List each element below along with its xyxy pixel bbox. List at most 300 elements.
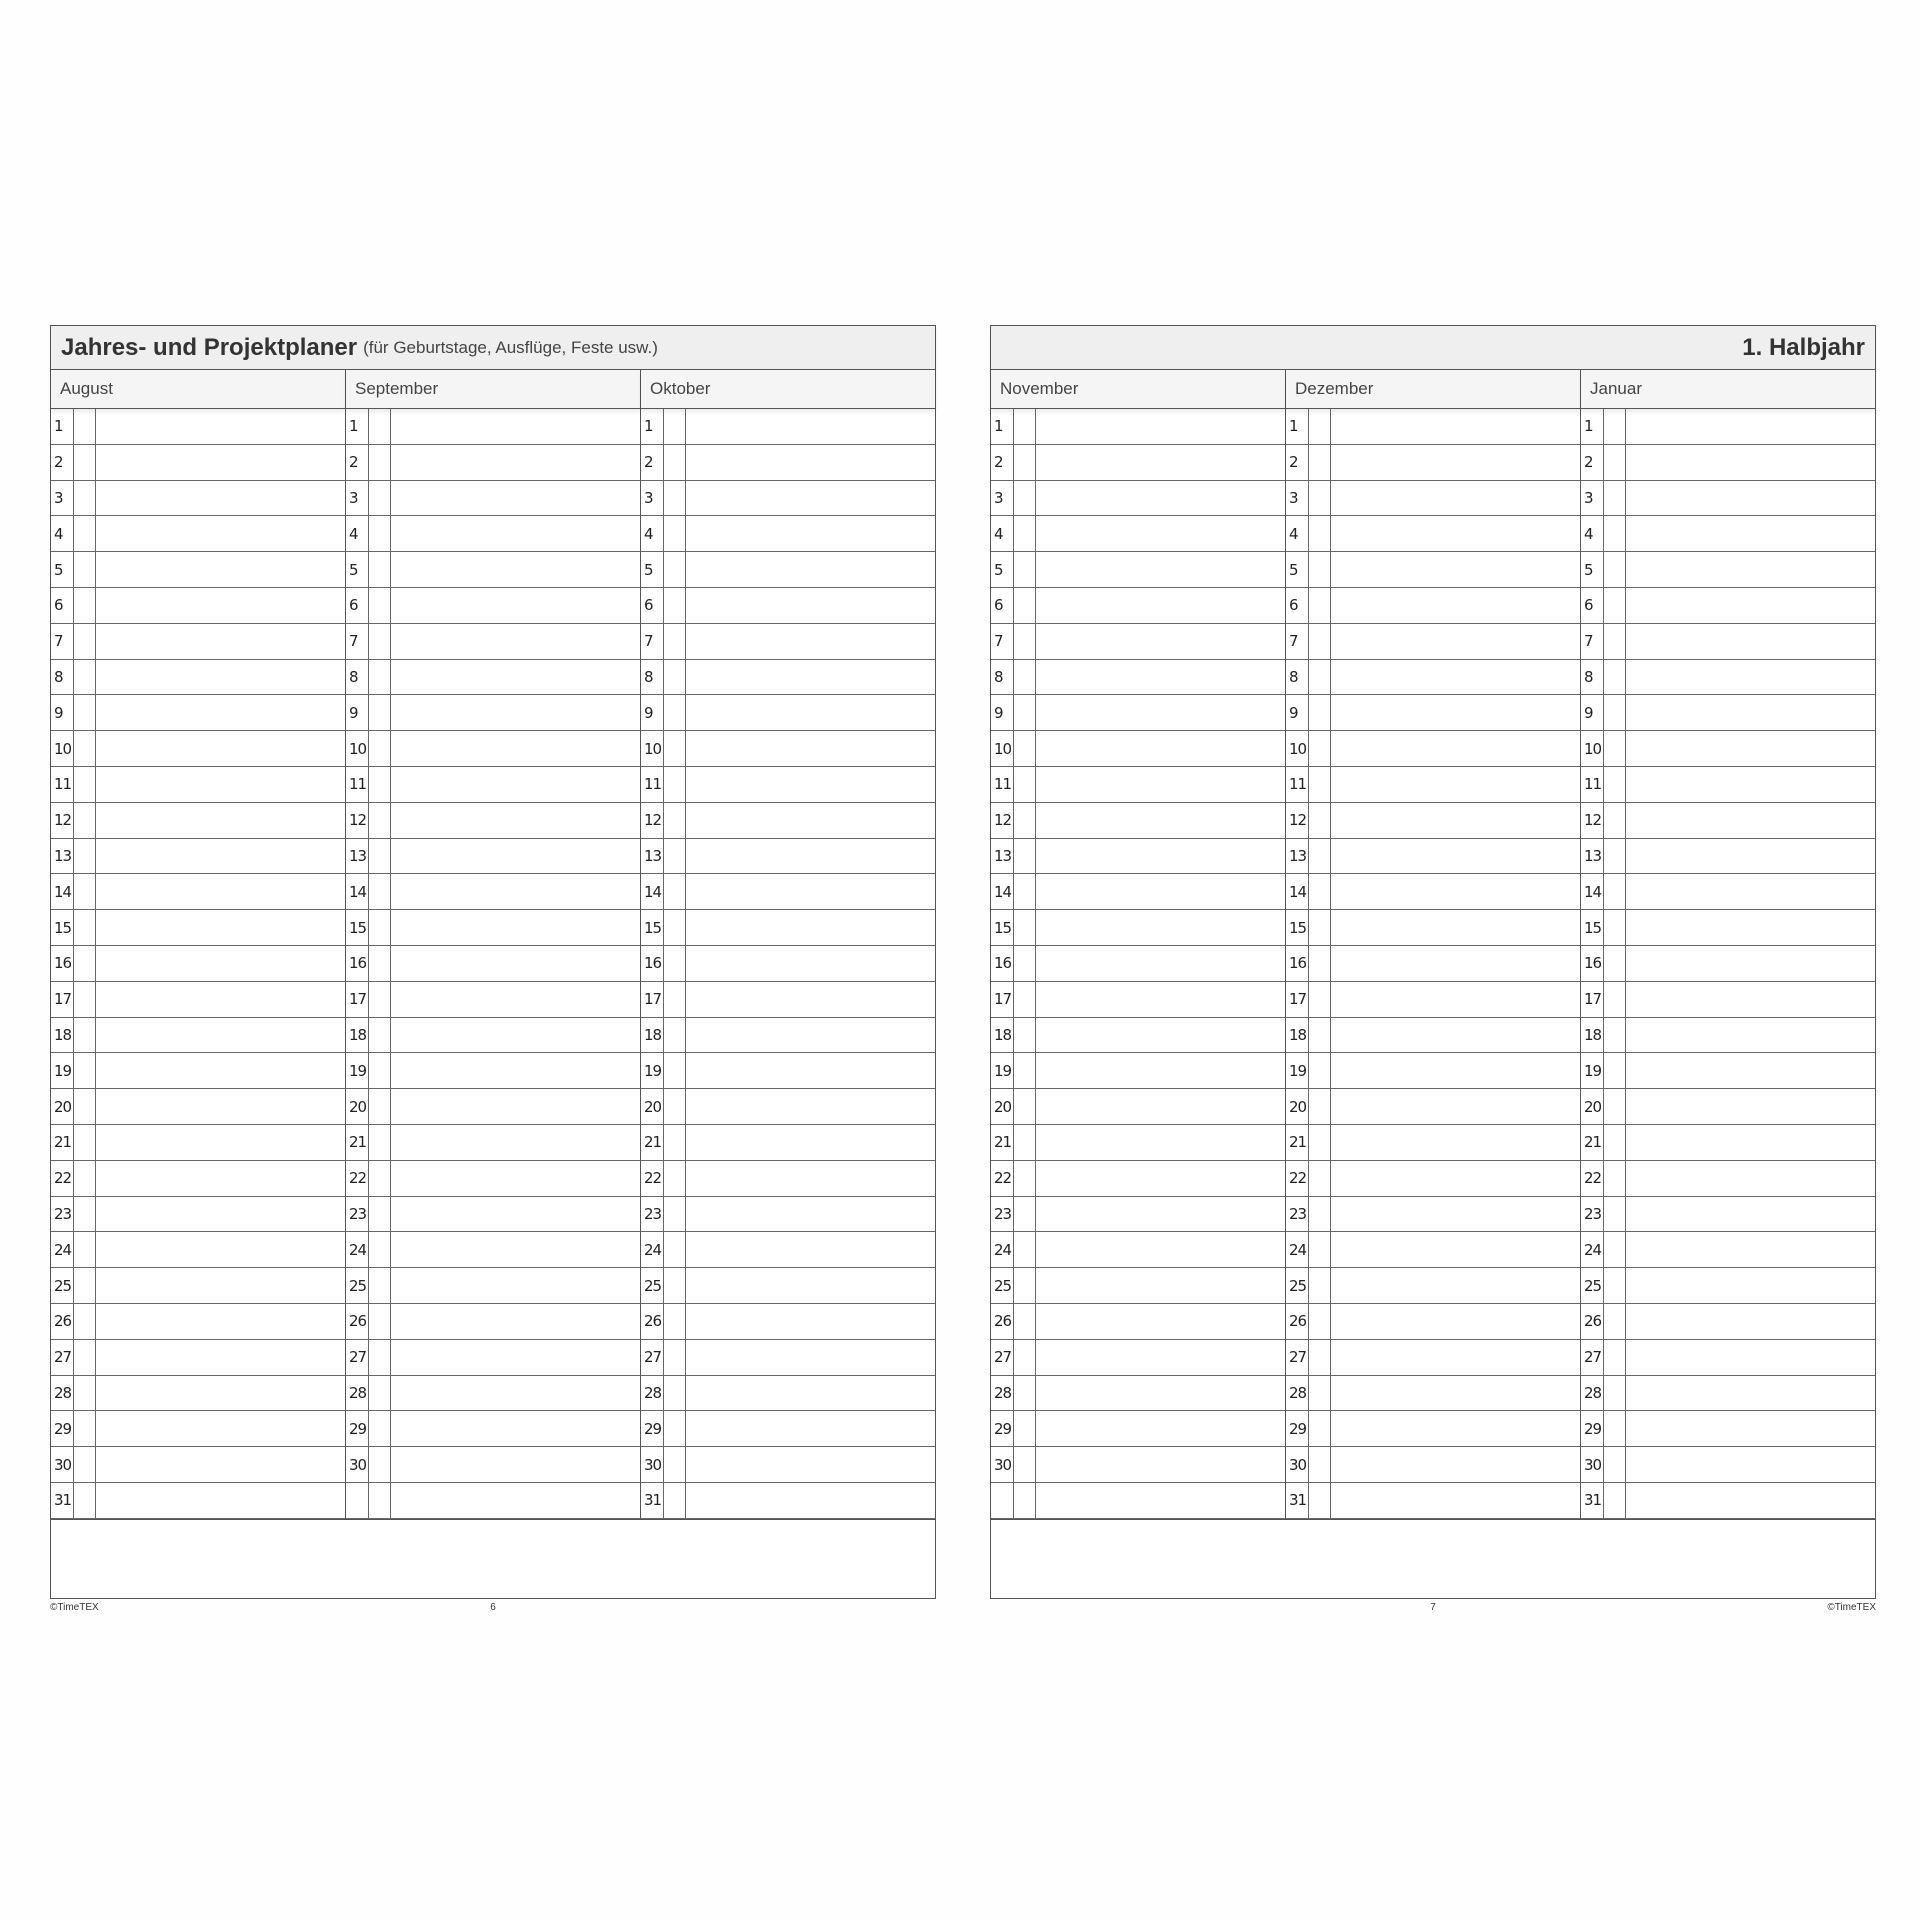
entry-cell[interactable] [1626,803,1875,838]
entry-cell[interactable] [96,767,345,802]
weekday-cell[interactable] [1604,660,1626,695]
entry-cell[interactable] [1331,1340,1580,1375]
entry-cell[interactable] [1626,1376,1875,1411]
weekday-cell[interactable] [1309,1232,1331,1267]
weekday-cell[interactable] [369,481,391,516]
entry-cell[interactable] [1626,1018,1875,1053]
entry-cell[interactable] [1331,803,1580,838]
entry-cell[interactable] [1331,516,1580,551]
weekday-cell[interactable] [74,1376,96,1411]
entry-cell[interactable] [1331,839,1580,874]
weekday-cell[interactable] [369,660,391,695]
weekday-cell[interactable] [369,1340,391,1375]
entry-cell[interactable] [686,481,935,516]
weekday-cell[interactable] [1014,1376,1036,1411]
weekday-cell[interactable] [664,624,686,659]
weekday-cell[interactable] [1604,1376,1626,1411]
entry-cell[interactable] [1036,910,1285,945]
weekday-cell[interactable] [74,1053,96,1088]
entry-cell[interactable] [1331,1053,1580,1088]
entry-cell[interactable] [686,1161,935,1196]
entry-cell[interactable] [96,1089,345,1124]
weekday-cell[interactable] [74,1447,96,1482]
weekday-cell[interactable] [1309,1304,1331,1339]
entry-cell[interactable] [686,1268,935,1303]
entry-cell[interactable] [1036,588,1285,623]
entry-cell[interactable] [686,1376,935,1411]
entry-cell[interactable] [391,588,640,623]
weekday-cell[interactable] [369,1125,391,1160]
entry-cell[interactable] [1036,803,1285,838]
entry-cell[interactable] [686,1125,935,1160]
entry-cell[interactable] [1036,1340,1285,1375]
entry-cell[interactable] [1036,1018,1285,1053]
weekday-cell[interactable] [369,409,391,444]
weekday-cell[interactable] [369,1447,391,1482]
entry-cell[interactable] [1036,1197,1285,1232]
weekday-cell[interactable] [1604,1483,1626,1518]
weekday-cell[interactable] [1604,982,1626,1017]
entry-cell[interactable] [391,1447,640,1482]
entry-cell[interactable] [1626,1161,1875,1196]
weekday-cell[interactable] [369,445,391,480]
entry-cell[interactable] [1331,552,1580,587]
weekday-cell[interactable] [369,1411,391,1446]
weekday-cell[interactable] [369,1304,391,1339]
entry-cell[interactable] [1331,1018,1580,1053]
entry-cell[interactable] [96,588,345,623]
weekday-cell[interactable] [369,1018,391,1053]
entry-cell[interactable] [686,1053,935,1088]
weekday-cell[interactable] [1604,839,1626,874]
entry-cell[interactable] [686,1304,935,1339]
weekday-cell[interactable] [369,1197,391,1232]
weekday-cell[interactable] [1014,1089,1036,1124]
weekday-cell[interactable] [74,839,96,874]
entry-cell[interactable] [686,946,935,981]
entry-cell[interactable] [391,409,640,444]
weekday-cell[interactable] [1604,767,1626,802]
entry-cell[interactable] [1036,1232,1285,1267]
entry-cell[interactable] [1331,481,1580,516]
weekday-cell[interactable] [1309,552,1331,587]
entry-cell[interactable] [1331,1197,1580,1232]
entry-cell[interactable] [686,1340,935,1375]
entry-cell[interactable] [686,445,935,480]
entry-cell[interactable] [1331,695,1580,730]
weekday-cell[interactable] [664,1411,686,1446]
entry-cell[interactable] [391,767,640,802]
entry-cell[interactable] [1626,874,1875,909]
weekday-cell[interactable] [1309,481,1331,516]
entry-cell[interactable] [1626,445,1875,480]
weekday-cell[interactable] [1309,1197,1331,1232]
entry-cell[interactable] [391,695,640,730]
entry-cell[interactable] [1626,660,1875,695]
weekday-cell[interactable] [74,1304,96,1339]
weekday-cell[interactable] [1014,1340,1036,1375]
entry-cell[interactable] [96,839,345,874]
weekday-cell[interactable] [1014,516,1036,551]
entry-cell[interactable] [1626,946,1875,981]
entry-cell[interactable] [1626,516,1875,551]
entry-cell[interactable] [391,910,640,945]
weekday-cell[interactable] [1309,1411,1331,1446]
entry-cell[interactable] [1331,731,1580,766]
entry-cell[interactable] [686,1018,935,1053]
weekday-cell[interactable] [369,516,391,551]
entry-cell[interactable] [1331,1447,1580,1482]
entry-cell[interactable] [391,1018,640,1053]
entry-cell[interactable] [1331,946,1580,981]
entry-cell[interactable] [1626,1089,1875,1124]
entry-cell[interactable] [686,1483,935,1518]
weekday-cell[interactable] [1604,910,1626,945]
entry-cell[interactable] [391,1340,640,1375]
weekday-cell[interactable] [1014,1268,1036,1303]
entry-cell[interactable] [686,803,935,838]
entry-cell[interactable] [686,839,935,874]
weekday-cell[interactable] [74,731,96,766]
entry-cell[interactable] [1626,1053,1875,1088]
entry-cell[interactable] [1036,1447,1285,1482]
weekday-cell[interactable] [1604,1447,1626,1482]
weekday-cell[interactable] [664,445,686,480]
weekday-cell[interactable] [1014,803,1036,838]
entry-cell[interactable] [1331,409,1580,444]
weekday-cell[interactable] [369,946,391,981]
entry-cell[interactable] [96,516,345,551]
entry-cell[interactable] [1036,1125,1285,1160]
weekday-cell[interactable] [1309,588,1331,623]
weekday-cell[interactable] [1014,731,1036,766]
weekday-cell[interactable] [1604,588,1626,623]
entry-cell[interactable] [96,552,345,587]
entry-cell[interactable] [391,1125,640,1160]
entry-cell[interactable] [391,731,640,766]
weekday-cell[interactable] [1014,445,1036,480]
weekday-cell[interactable] [664,516,686,551]
weekday-cell[interactable] [664,1483,686,1518]
entry-cell[interactable] [1331,1232,1580,1267]
weekday-cell[interactable] [1309,1053,1331,1088]
weekday-cell[interactable] [664,1232,686,1267]
weekday-cell[interactable] [1604,1340,1626,1375]
weekday-cell[interactable] [1604,1268,1626,1303]
entry-cell[interactable] [686,1197,935,1232]
entry-cell[interactable] [686,516,935,551]
entry-cell[interactable] [686,1089,935,1124]
weekday-cell[interactable] [1604,1125,1626,1160]
entry-cell[interactable] [391,624,640,659]
weekday-cell[interactable] [1604,445,1626,480]
entry-cell[interactable] [1331,624,1580,659]
weekday-cell[interactable] [1309,1268,1331,1303]
entry-cell[interactable] [1036,731,1285,766]
entry-cell[interactable] [1036,660,1285,695]
entry-cell[interactable] [1331,1376,1580,1411]
weekday-cell[interactable] [369,1268,391,1303]
entry-cell[interactable] [391,516,640,551]
entry-cell[interactable] [391,1483,640,1518]
weekday-cell[interactable] [74,1232,96,1267]
entry-cell[interactable] [391,660,640,695]
entry-cell[interactable] [1626,731,1875,766]
weekday-cell[interactable] [74,409,96,444]
weekday-cell[interactable] [74,1125,96,1160]
entry-cell[interactable] [1036,552,1285,587]
entry-cell[interactable] [391,982,640,1017]
weekday-cell[interactable] [1604,695,1626,730]
weekday-cell[interactable] [1014,946,1036,981]
entry-cell[interactable] [1331,1483,1580,1518]
entry-cell[interactable] [686,910,935,945]
weekday-cell[interactable] [1014,660,1036,695]
entry-cell[interactable] [1331,1089,1580,1124]
entry-cell[interactable] [1626,1447,1875,1482]
weekday-cell[interactable] [1014,1053,1036,1088]
weekday-cell[interactable] [74,1340,96,1375]
entry-cell[interactable] [391,1089,640,1124]
weekday-cell[interactable] [1309,695,1331,730]
entry-cell[interactable] [1331,910,1580,945]
weekday-cell[interactable] [664,946,686,981]
entry-cell[interactable] [1036,839,1285,874]
entry-cell[interactable] [1331,1304,1580,1339]
entry-cell[interactable] [1626,767,1875,802]
entry-cell[interactable] [1626,1340,1875,1375]
weekday-cell[interactable] [1309,1376,1331,1411]
entry-cell[interactable] [391,445,640,480]
entry-cell[interactable] [1036,409,1285,444]
weekday-cell[interactable] [664,1161,686,1196]
weekday-cell[interactable] [369,767,391,802]
entry-cell[interactable] [1626,552,1875,587]
weekday-cell[interactable] [664,731,686,766]
entry-cell[interactable] [1626,839,1875,874]
weekday-cell[interactable] [74,695,96,730]
weekday-cell[interactable] [1309,839,1331,874]
weekday-cell[interactable] [1604,803,1626,838]
entry-cell[interactable] [686,624,935,659]
weekday-cell[interactable] [369,1161,391,1196]
weekday-cell[interactable] [664,767,686,802]
weekday-cell[interactable] [74,982,96,1017]
weekday-cell[interactable] [74,1483,96,1518]
weekday-cell[interactable] [74,1411,96,1446]
entry-cell[interactable] [1036,1053,1285,1088]
entry-cell[interactable] [96,1304,345,1339]
entry-cell[interactable] [1331,982,1580,1017]
weekday-cell[interactable] [1014,767,1036,802]
weekday-cell[interactable] [74,767,96,802]
entry-cell[interactable] [686,767,935,802]
weekday-cell[interactable] [1014,1304,1036,1339]
weekday-cell[interactable] [664,588,686,623]
weekday-cell[interactable] [1014,588,1036,623]
weekday-cell[interactable] [1604,409,1626,444]
weekday-cell[interactable] [1014,1197,1036,1232]
weekday-cell[interactable] [1309,1483,1331,1518]
entry-cell[interactable] [1331,767,1580,802]
weekday-cell[interactable] [1604,1304,1626,1339]
entry-cell[interactable] [96,695,345,730]
entry-cell[interactable] [1036,767,1285,802]
weekday-cell[interactable] [74,588,96,623]
weekday-cell[interactable] [369,1483,391,1518]
weekday-cell[interactable] [1309,982,1331,1017]
weekday-cell[interactable] [1309,946,1331,981]
weekday-cell[interactable] [664,1304,686,1339]
weekday-cell[interactable] [1014,1483,1036,1518]
entry-cell[interactable] [1036,516,1285,551]
entry-cell[interactable] [686,695,935,730]
entry-cell[interactable] [1331,1125,1580,1160]
weekday-cell[interactable] [664,695,686,730]
weekday-cell[interactable] [369,552,391,587]
entry-cell[interactable] [391,481,640,516]
weekday-cell[interactable] [664,409,686,444]
entry-cell[interactable] [96,1268,345,1303]
weekday-cell[interactable] [1604,1232,1626,1267]
entry-cell[interactable] [391,839,640,874]
weekday-cell[interactable] [1014,481,1036,516]
entry-cell[interactable] [1331,588,1580,623]
weekday-cell[interactable] [74,552,96,587]
weekday-cell[interactable] [1014,1411,1036,1446]
entry-cell[interactable] [1036,874,1285,909]
weekday-cell[interactable] [1309,910,1331,945]
entry-cell[interactable] [1036,946,1285,981]
entry-cell[interactable] [96,481,345,516]
entry-cell[interactable] [686,1447,935,1482]
entry-cell[interactable] [391,874,640,909]
entry-cell[interactable] [1331,445,1580,480]
weekday-cell[interactable] [1014,1125,1036,1160]
weekday-cell[interactable] [1309,445,1331,480]
weekday-cell[interactable] [664,552,686,587]
weekday-cell[interactable] [369,910,391,945]
entry-cell[interactable] [96,660,345,695]
entry-cell[interactable] [391,1268,640,1303]
weekday-cell[interactable] [664,1447,686,1482]
weekday-cell[interactable] [1309,409,1331,444]
entry-cell[interactable] [1036,695,1285,730]
entry-cell[interactable] [96,946,345,981]
entry-cell[interactable] [1331,1411,1580,1446]
weekday-cell[interactable] [664,982,686,1017]
weekday-cell[interactable] [74,1018,96,1053]
weekday-cell[interactable] [369,839,391,874]
entry-cell[interactable] [686,731,935,766]
weekday-cell[interactable] [664,839,686,874]
entry-cell[interactable] [1331,874,1580,909]
weekday-cell[interactable] [1309,874,1331,909]
entry-cell[interactable] [1036,1089,1285,1124]
entry-cell[interactable] [96,874,345,909]
entry-cell[interactable] [1626,695,1875,730]
weekday-cell[interactable] [1014,1161,1036,1196]
entry-cell[interactable] [1626,409,1875,444]
weekday-cell[interactable] [664,1376,686,1411]
entry-cell[interactable] [96,1376,345,1411]
entry-cell[interactable] [1331,660,1580,695]
weekday-cell[interactable] [1604,1053,1626,1088]
entry-cell[interactable] [686,874,935,909]
entry-cell[interactable] [96,624,345,659]
weekday-cell[interactable] [1604,481,1626,516]
weekday-cell[interactable] [664,874,686,909]
entry-cell[interactable] [96,1411,345,1446]
weekday-cell[interactable] [369,1053,391,1088]
entry-cell[interactable] [1626,624,1875,659]
entry-cell[interactable] [96,982,345,1017]
entry-cell[interactable] [1331,1268,1580,1303]
weekday-cell[interactable] [1014,552,1036,587]
entry-cell[interactable] [391,1232,640,1267]
weekday-cell[interactable] [74,946,96,981]
entry-cell[interactable] [96,1125,345,1160]
weekday-cell[interactable] [74,874,96,909]
weekday-cell[interactable] [1014,1018,1036,1053]
weekday-cell[interactable] [369,1089,391,1124]
entry-cell[interactable] [686,588,935,623]
weekday-cell[interactable] [664,803,686,838]
weekday-cell[interactable] [1309,767,1331,802]
entry-cell[interactable] [1626,1304,1875,1339]
entry-cell[interactable] [1036,1304,1285,1339]
weekday-cell[interactable] [664,1125,686,1160]
entry-cell[interactable] [96,1232,345,1267]
weekday-cell[interactable] [74,1268,96,1303]
weekday-cell[interactable] [1309,1161,1331,1196]
weekday-cell[interactable] [664,910,686,945]
entry-cell[interactable] [391,1376,640,1411]
weekday-cell[interactable] [1604,731,1626,766]
weekday-cell[interactable] [1014,1447,1036,1482]
entry-cell[interactable] [686,552,935,587]
entry-cell[interactable] [96,1197,345,1232]
weekday-cell[interactable] [664,1089,686,1124]
weekday-cell[interactable] [369,1376,391,1411]
weekday-cell[interactable] [664,481,686,516]
entry-cell[interactable] [1626,1411,1875,1446]
entry-cell[interactable] [96,1161,345,1196]
entry-cell[interactable] [1626,1232,1875,1267]
weekday-cell[interactable] [1309,660,1331,695]
weekday-cell[interactable] [1604,1197,1626,1232]
entry-cell[interactable] [1626,1197,1875,1232]
entry-cell[interactable] [96,910,345,945]
entry-cell[interactable] [391,1161,640,1196]
weekday-cell[interactable] [1604,516,1626,551]
weekday-cell[interactable] [74,1161,96,1196]
weekday-cell[interactable] [369,982,391,1017]
weekday-cell[interactable] [1604,1089,1626,1124]
weekday-cell[interactable] [1014,624,1036,659]
weekday-cell[interactable] [1309,516,1331,551]
entry-cell[interactable] [96,445,345,480]
weekday-cell[interactable] [74,445,96,480]
entry-cell[interactable] [1036,481,1285,516]
entry-cell[interactable] [391,946,640,981]
entry-cell[interactable] [1626,481,1875,516]
weekday-cell[interactable] [1604,624,1626,659]
weekday-cell[interactable] [74,1089,96,1124]
weekday-cell[interactable] [1014,910,1036,945]
weekday-cell[interactable] [369,803,391,838]
entry-cell[interactable] [1626,1483,1875,1518]
